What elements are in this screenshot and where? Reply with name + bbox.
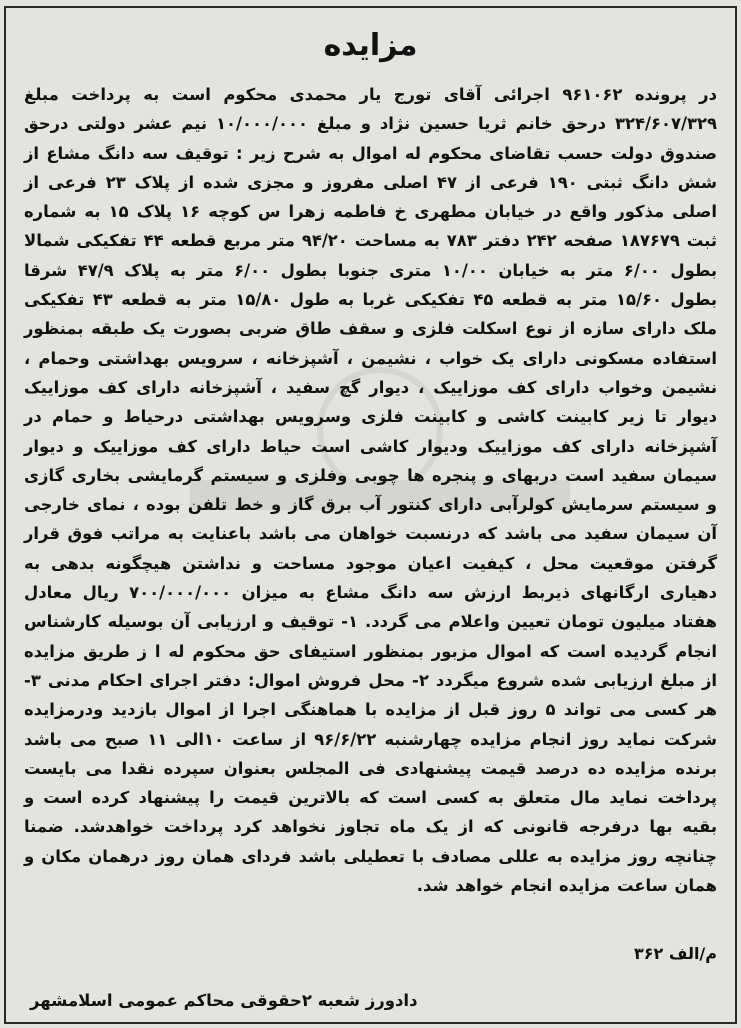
reference-number: م/الف ۳۶۲ — [634, 944, 717, 963]
issuer-signature: دادورز شعبه ۲حقوقی محاکم عمومی اسلامشهر — [30, 991, 418, 1010]
notice-body — [24, 80, 717, 900]
notice-paragraph: در پرونده ۹۶۱۰۶۲ اجرائی آقای تورج یار محمدی محکوم است به پرداخت مبلغ ۳۲۴/۶۰۷/۳۲۹ درحق خانم ثریا حسین نژاد و مبلغ ۱۰/۰۰۰/۰۰۰ نیم عشر دولتی درحق صندوق دولت حسب تقاضای محکوم له اموال به شرح زیر : توقیف سه دانگ مشاع از شش دانگ ثبتی ۱۹۰ فرعی از ۴۷ اصلی مفروز و مجزی شده از پلاک ۲۳ فرعی از اصلی مذکور واقع در خیابان مطهری خ فاطمه زهرا س کوچه ۱۶ پلاک ۱۵ به شماره ثبت ۱۸۷۶۷۹ صفحه ۲۴۲ دفتر ۷۸۳ به مساحت ۹۴/۲۰ متر مربع قطعه ۴۴ تفکیکی شمالا بطول ۶/۰۰ متر به خیابان ۱۰/۰۰ متری جنوبا بطول ۶/۰۰ متر به پلاک ۴۷/۹ شرقا بطول ۱۵/۶۰ متر به قطعه ۴۵ تفکیکی غربا به طول ۱۵/۸۰ متر به قطعه ۴۳ تفکیکی ملک دارای سازه از نوع اسکلت فلزی و سقف طاق ضربی بصورت یک طبقه بمنظور استفاده مسکونی دارای یک خواب ، نشیمن ، آشپزخانه ، سرویس بهداشتی وحمام ، نشیمن وخواب دارای کف موزاییک ، دیوار گچ سفید ، آشپزخانه دارای کف موزاییک دیوار تا زیر کابینت کاشی و کابینت فلزی وسرویس بهداشتی درحیاط و حمام در آشپزخانه دارای کف موزاییک ودیوار کاشی است حیاط دارای کف موزاییک و دیوار سیمان سفید است دربهای و پنجره ها چوبی وفلزی و سیستم گرمایشی بخاری گازی و سیستم سرمایش کولرآبی دارای کنتور آب برق گاز و خط تلفن بوده ، نمای خارجی آن سیمان سفید می باشد که درنسبت خواهان می باشد باعنایت به مراتب فوق قرار گرفتن موقعیت محل ، کیفیت اعیان موجود مساحت و نداشتن هیچگونه بدهی به دهیاری ارگانهای ذیربط ارزش سه دانگ مشاع به میزان ۷۰۰/۰۰۰/۰۰۰ ریال معادل هفتاد میلیون تومان تعیین واعلام می گردد. ۱- توقیف و ارزیابی آن بوسیله کارشناس انجام گردیده است که اموال مزبور بمنظور استیفای حق محکوم له ا ز طریق مزایده از مبلغ ارزیابی شده شروع میگردد ۲- محل فروش اموال: دفتر اجرای احکام مدنی ۳- هر کسی می تواند ۵ روز قبل از مزایده با هماهنگی اجرا از اموال بازدید ودرمزایده شرکت نماید روز انجام مزایده چهارشنبه ۹۶/۶/۲۲ از ساعت ۱۰الی ۱۱ صبح می باشد برنده مزایده ده درصد قیمت پیشنهادی فی المجلس بعنوان سپرده نقدا می بایست پرداخت نماید مال متعلق به کسی است که بالاترین قیمت را پیشنهاد کرده است و بقیه بها درفرجه قانونی که از یک ماه تجاوز نخواهد کرد پرداخت خواهدشد. ضمنا چنانچه روز مزایده به عللی مصادف با تعطیلی باشد فردای همان روز درهمان مکان و همان ساعت مزایده انجام خواهد شد. — [24, 85, 718, 896]
notice-title: مزایده — [323, 28, 418, 63]
